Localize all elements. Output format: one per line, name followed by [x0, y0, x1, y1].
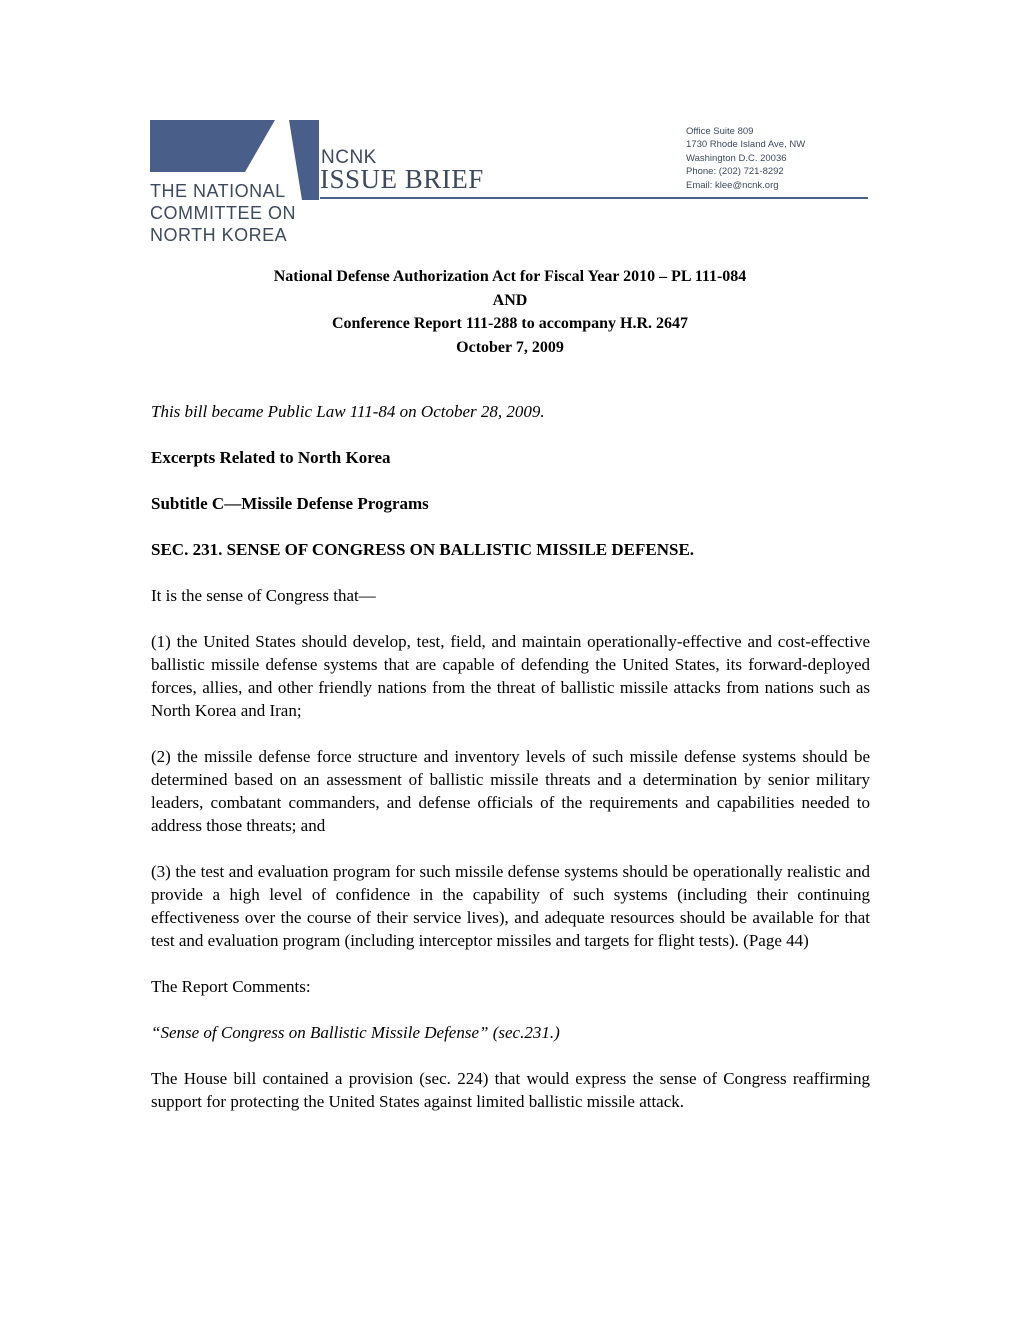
title-line-2: AND: [492, 291, 528, 309]
document-title: [150, 265, 870, 359]
public-law-note: This bill became Public Law 111-84 on October 28, 2009.: [151, 402, 545, 421]
subtitle-heading: Subtitle C—Missile Defense Programs: [151, 494, 429, 513]
title-line-3: Conference Report 111-288 to accompany H.R. 2647: [331, 315, 689, 332]
org-name-line-3: NORTH KOREA: [150, 225, 288, 245]
document-body: [151, 400, 870, 1136]
report-comments-label: The Report Comments:: [151, 977, 311, 996]
org-name-line-1: THE NATIONAL: [150, 181, 286, 201]
section-intro: It is the sense of Congress that—: [151, 586, 376, 605]
contact-line: Office Suite 809: [686, 126, 754, 137]
header-rule: [320, 197, 868, 199]
brand-name: NCNK: [321, 147, 377, 168]
contact-block: [686, 125, 805, 192]
contact-email: Email: klee@ncnk.org: [686, 179, 779, 191]
title-date: October 7, 2009: [456, 338, 564, 356]
contact-line: Phone: (202) 721-8292: [686, 166, 784, 178]
provision-item-2: (2) the missile defense force structure and inventory levels of such missile defense systems should be determined based on an assessment of ballistic missile threats and a determination by senior military leaders, combatant commanders, and defense officials of the requirements and capabilities needed to address those threats; and: [151, 747, 870, 835]
letterhead: [150, 120, 870, 245]
provision-item-3: (3) the test and evaluation program for such missile defense systems should be operationally realistic and provide a high level of confidence in the capability of such systems (including their continuing effectiveness over the course of their service lives), and adequate resources should be available for that test and evaluation program (including interceptor missiles and targets for flight tests). (Page 44): [151, 862, 870, 950]
title-line-1: National Defense Authorization Act for Fiscal Year 2010 – PL 111-084: [273, 268, 747, 285]
org-name-line-2: COMMITTEE ON: [150, 203, 296, 223]
report-section-title: “Sense of Congress on Ballistic Missile Defense” (sec.231.): [151, 1023, 560, 1042]
excerpts-heading: Excerpts Related to North Korea: [151, 448, 391, 467]
section-heading: SEC. 231. SENSE OF CONGRESS ON BALLISTIC MISSILE DEFENSE.: [151, 540, 695, 559]
contact-line: 1730 Rhode Island Ave, NW: [686, 139, 806, 151]
provision-item-1: (1) the United States should develop, test, field, and maintain operationally-effective and cost-effective ballistic missile defense systems that are capable of defending the United States, its forward-deployed forces, allies, and other friendly nations from the threat of ballistic missile attacks from nations such as North Korea and Iran;: [151, 632, 870, 720]
org-name: [150, 180, 296, 246]
contact-line: Washington D.C. 20036: [686, 152, 787, 164]
doc-type: ISSUE BRIEF: [320, 164, 484, 194]
house-bill-paragraph: The House bill contained a provision (sec. 224) that would express the sense of Congress reaffirming support for protecting the United States against limited ballistic missile attack.: [151, 1069, 870, 1111]
